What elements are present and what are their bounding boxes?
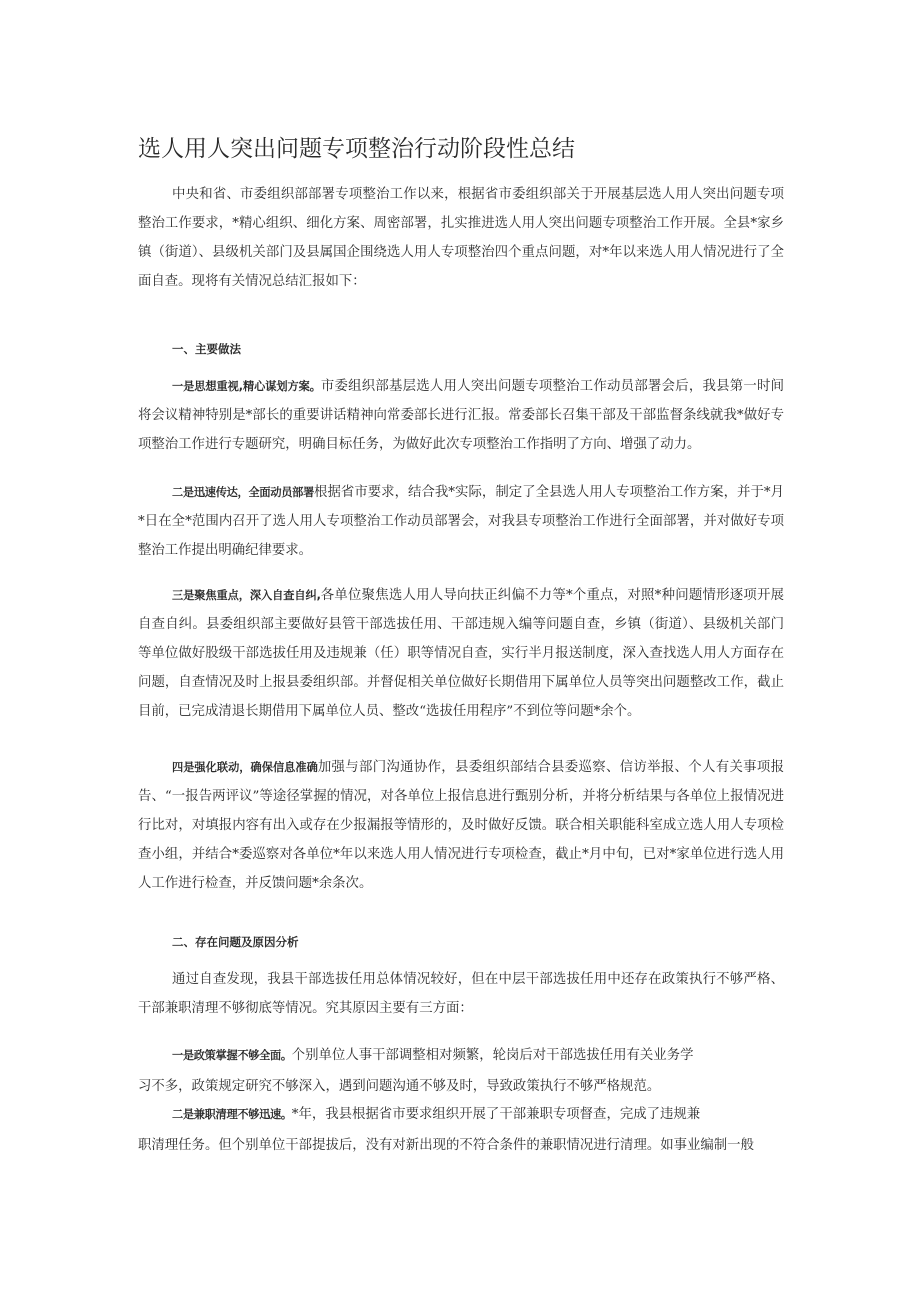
practice-item-3-lead: 三是聚焦重点，深入自查自纠, [172,589,321,602]
practice-item-3 [138,581,784,726]
problems-intro-paragraph: 通过自查发现，我县干部选拔任用总体情况较好，但在中层干部选拔任用中还存在政策执行不够严格、干部兼职清理不够彻底等情况。究其原因主要有三方面： [138,972,784,1016]
section-heading-problems: 二、存在问题及原因分析 [172,935,299,949]
problem-item-1-line-2: 习不多，政策规定研究不够深入，遇到问题沟通不够及时，导致政策执行不够严格规范。 [138,1079,661,1094]
practice-item-2 [138,478,784,565]
document-title: 选人用人突出问题专项整治行动阶段性总结 [138,136,575,162]
problem-item-2-line-2: 职清理任务。但个别单位干部提拔后，没有对新出现的不符合条件的兼职情况进行清理。如事业编制一般 [138,1138,754,1153]
practice-item-2-text: 根据省市要求，结合我*实际，制定了全县选人用人专项整治工作方案，并于*月*日在全*范围内召开了选人用人专项整治工作动员部署会，对我县专项整治工作进行全面部署，并对做好专项整治工作提出明确纪律要求。 [138,485,784,558]
practice-item-4 [138,753,784,898]
practice-item-3-text: 各单位聚焦选人用人导向扶正纠偏不力等*个重点，对照*种问题情形逐项开展自查自纠。县委组织部主要做好县管干部选拔任用、干部违规入编等问题自查，乡镇（街道）、县级机关部门等单位做好股级干部选拔任用及违规兼（任）职等情况自查，实行半月报送制度，深入查找选人用人方面存在问题，自查情况及时上报县委组织部。并督促相关单位做好长期借用下属单位人员等突出问题整改工作，截止目前，已完成清退长期借用下属单位人员、整改“选拔任用程序”不到位等问题*余个。 [138,588,784,719]
problem-item-2-text-start: *年，我县根据省市要求组织开展了干部兼职专项督查，完成了违规兼 [291,1107,701,1122]
practice-item-1-text: 市委组织部基层选人用人突出问题专项整治工作动员部署会后，我县第一时间将会议精神特别是*部长的重要讲话精神向常委部长进行汇报。常委部长召集干部及干部监督条线就我*做好专项整治工作进行专题研究，明确目标任务，为做好此次专项整治工作指明了方向、增强了动力。 [138,379,784,452]
problem-item-2-lead: 二是兼职清理不够迅速。 [172,1108,292,1121]
problem-item-1-line-1 [172,1046,693,1066]
problem-item-2-line-1 [172,1105,700,1125]
practice-item-1 [138,372,784,459]
problem-item-1-lead: 一是政策掌握不够全面。 [172,1049,292,1062]
problem-item-1-text-start: 个别单位人事干部调整相对频繁，轮岗后对干部选拔任用有关业务学 [291,1048,694,1063]
practice-item-4-text: 加强与部门沟通协作，县委组织部结合县委巡察、信访举报、个人有关事项报告、“一报告两评议”等途径掌握的情况，对各单位上报信息进行甄别分析，并将分析结果与各单位上报情况进行比对，对填报内容有出入或存在少报漏报等情形的，及时做好反馈。联合相关职能科室成立选人用人专项检查小组，并结合*委巡察对各单位*年以来选人用人情况进行专项检查，截止*月中旬，已对*家单位进行选人用人工作进行检查，并反馈问题*余条次。 [138,760,784,891]
intro-paragraph: 中央和省、市委组织部部署专项整治工作以来，根据省市委组织部关于开展基层选人用人突出问题专项整治工作要求，*精心组织、细化方案、周密部署，扎实推进选人用人突出问题专项整治工作开展。全县*家乡镇（街道）、县级机关部门及县属国企围绕选人用人专项整治四个重点问题，对*年以来选人用人情况进行了全面自查。现将有关情况总结汇报如下： [138,187,784,289]
practice-item-1-lead: 一是思想重视,精心谋划方案。 [172,380,321,393]
practice-item-4-lead: 四是强化联动，确保信息准确 [172,761,318,774]
section-heading-main-practices: 一、主要做法 [172,342,241,356]
practice-item-2-lead: 二是迅速传达，全面动员部署 [172,486,315,499]
